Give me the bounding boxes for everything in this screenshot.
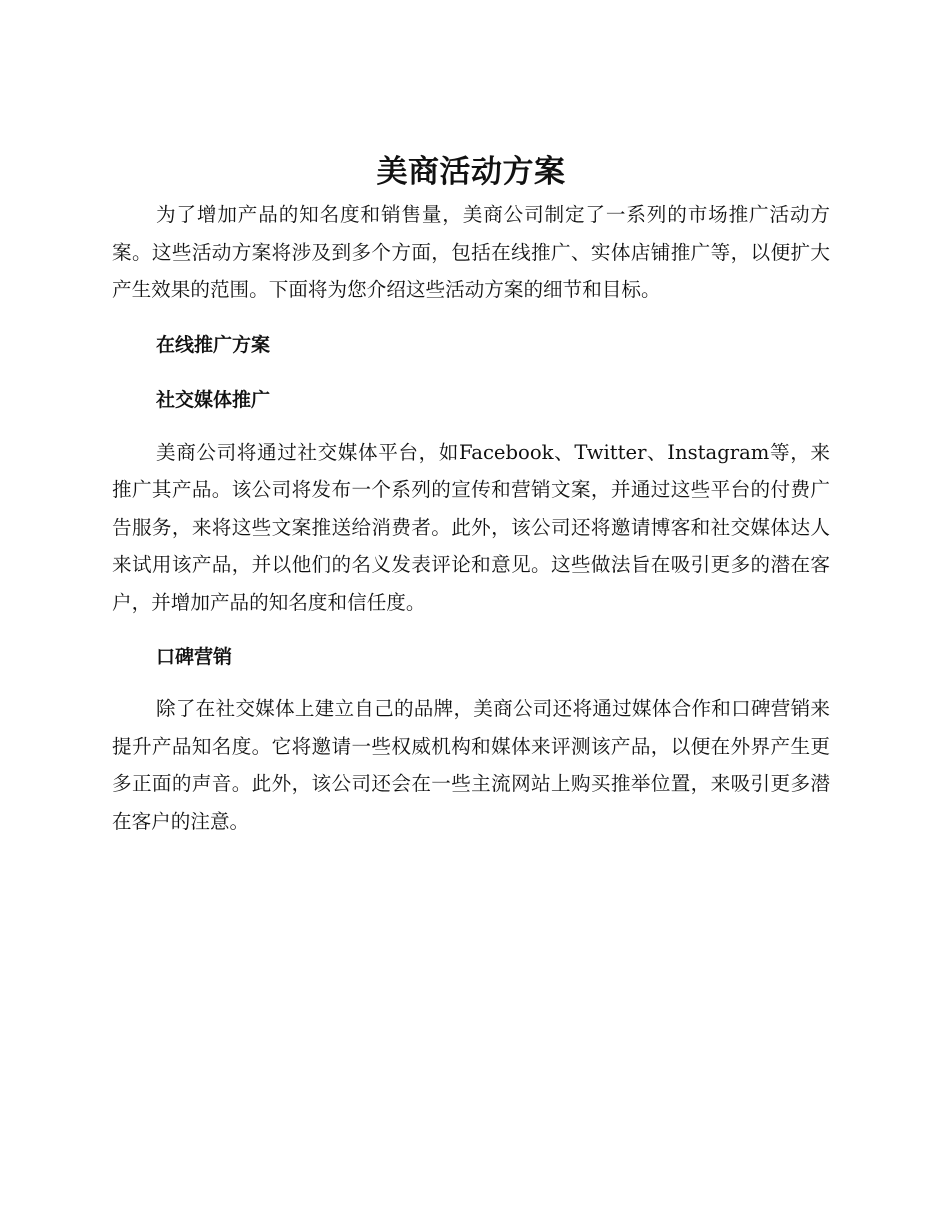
document-title: 美商活动方案	[376, 154, 566, 190]
word-of-mouth-paragraph: 除了在社交媒体上建立自己的品牌，美商公司还将通过媒体合作和口碑营销来提升产品知名度。它将邀请一些权威机构和媒体来评测该产品，以便在外界产生更多正面的声音。此外，该公司还会在一些主流网站上购买推举位置，来吸引更多潜在客户的注意。	[112, 697, 830, 833]
intro-paragraph: 为了增加产品的知名度和销售量，美商公司制定了一系列的市场推广活动方案。这些活动方案将涉及到多个方面，包括在线推广、实体店铺推广等，以便扩大产生效果的范围。下面将为您介绍这些活动方案的细节和目标。	[112, 203, 830, 301]
section-heading-social-media: 社交媒体推广	[156, 388, 271, 411]
section-heading-online-promotion: 在线推广方案	[156, 333, 271, 356]
section-heading-word-of-mouth: 口碑营销	[156, 646, 233, 668]
social-media-paragraph: 美商公司将通过社交媒体平台，如Facebook、Twitter、Instagram等，来推广其产品。该公司将发布一个系列的宣传和营销文案，并通过这些平台的付费广告服务，来将这些文案推送给消费者。此外，该公司还将邀请博客和社交媒体达人来试用该产品，并以他们的名义发表评论和意见。这些做法旨在吸引更多的潜在客户，并增加产品的知名度和信任度。	[112, 440, 830, 614]
document-page	[112, 150, 830, 840]
